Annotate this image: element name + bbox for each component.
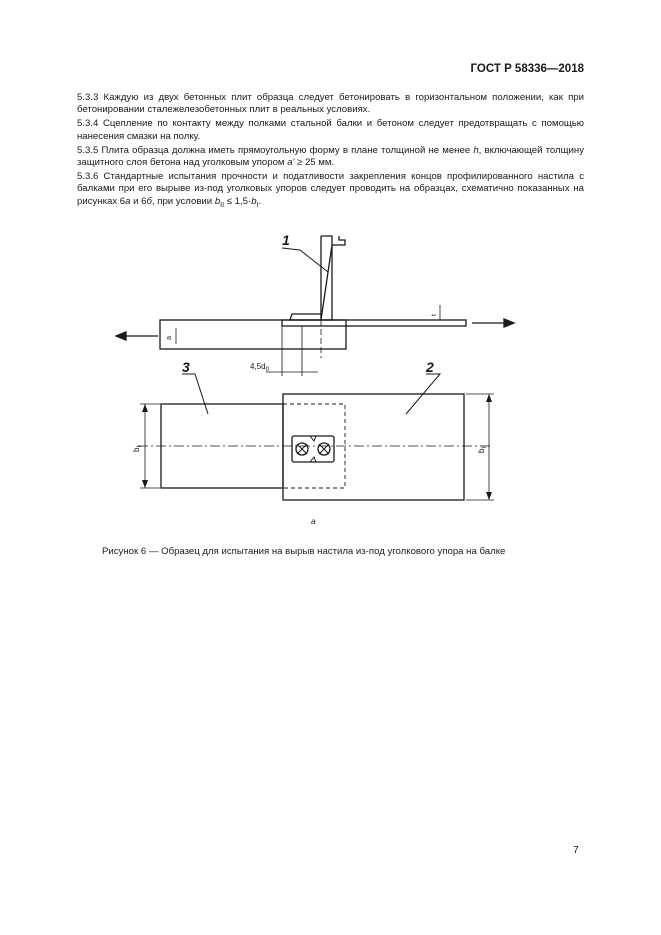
paragraph-text: 5.3.3 Каждую из двух бетонных плит образца следует бетонировать в горизонтальном положении, как при бетонировании сталежелезобетонных плит в реальных условиях. (77, 92, 584, 116)
arrowhead-left (116, 332, 126, 340)
figure-ref-b: б (146, 195, 152, 207)
symbol-h: h (473, 144, 479, 156)
plan-view-arrows (142, 394, 492, 500)
standard-header: ГОСТ Р 58336—2018 (470, 63, 584, 75)
dim-45-label: 4,5d (250, 362, 266, 371)
paragraph-text: 5.3.4 Сцепление по контакту между полками стальной балки и бетоном следует предотвращать с помощью нанесения смазки на полку. (77, 118, 584, 142)
dim-t-label: t (431, 314, 438, 316)
plan-view-labels (132, 359, 488, 453)
paragraph-text: , включающей толщину защитного слоя бетона над уголковым упором (77, 144, 584, 169)
angle-connector-vertical (321, 236, 345, 320)
dim-b1-text (132, 446, 143, 452)
paragraph-text: ≥ 25 мм. (294, 157, 335, 169)
paragraph-text: ≤ 1,5· (224, 195, 252, 207)
dim-b1-label: b (132, 447, 141, 452)
concrete-slab-section (160, 320, 346, 349)
symbol-b: b (251, 195, 257, 207)
dim-a-label: a (166, 336, 173, 340)
sheeting-strip (282, 320, 466, 326)
arrowhead-right (504, 319, 514, 327)
paragraph-text: 5.3.6 Стандартные испытания прочности и податливости закрепления концов профилированного настила с балками при его вырыве из-под уголковых упоров следует проводить на образцах, схематично показанных на рисунках 6 (77, 170, 584, 207)
label-3: 3 (182, 359, 190, 375)
figure-sublabel: а (311, 516, 316, 526)
page-number: 7 (573, 844, 579, 856)
dim-b2-label: b (477, 448, 486, 453)
figure-caption: Рисунок 6 — Образец для испытания на вырыв настила из-под уголкового упора на балке (102, 546, 506, 557)
dim-45-sub: 0 (265, 367, 269, 373)
arrowhead (142, 480, 148, 488)
dim-b2-sub: II (482, 445, 488, 449)
symbol-a-prime: a' (287, 157, 295, 169)
symbol-b: b (214, 195, 221, 207)
paragraph-text: , при условии (151, 195, 215, 207)
label-2: 2 (426, 359, 434, 375)
figure-ref-a: а (125, 195, 131, 207)
arrowhead (486, 394, 492, 402)
paragraph-text: и 6 (130, 195, 147, 207)
subscript: I (256, 201, 259, 209)
dim-b2-text (477, 445, 488, 453)
slab-2 (283, 394, 464, 500)
plan-view (138, 374, 494, 500)
dim-b1-sub: I (137, 445, 143, 448)
subscript: II (220, 201, 225, 209)
label-1: 1 (282, 232, 290, 248)
angle-connector-horizontal (290, 314, 321, 320)
connector-notch (310, 436, 316, 462)
side-view (116, 236, 514, 376)
paragraph-text: 5.3.5 Плита образца должна иметь прямоугольную форму в плане толщиной не менее (77, 144, 474, 156)
arrowhead (142, 404, 148, 412)
dim-45d0-text (250, 362, 270, 373)
arrowhead (486, 492, 492, 500)
leader-3 (182, 374, 208, 414)
paragraph-text: . (258, 195, 262, 207)
